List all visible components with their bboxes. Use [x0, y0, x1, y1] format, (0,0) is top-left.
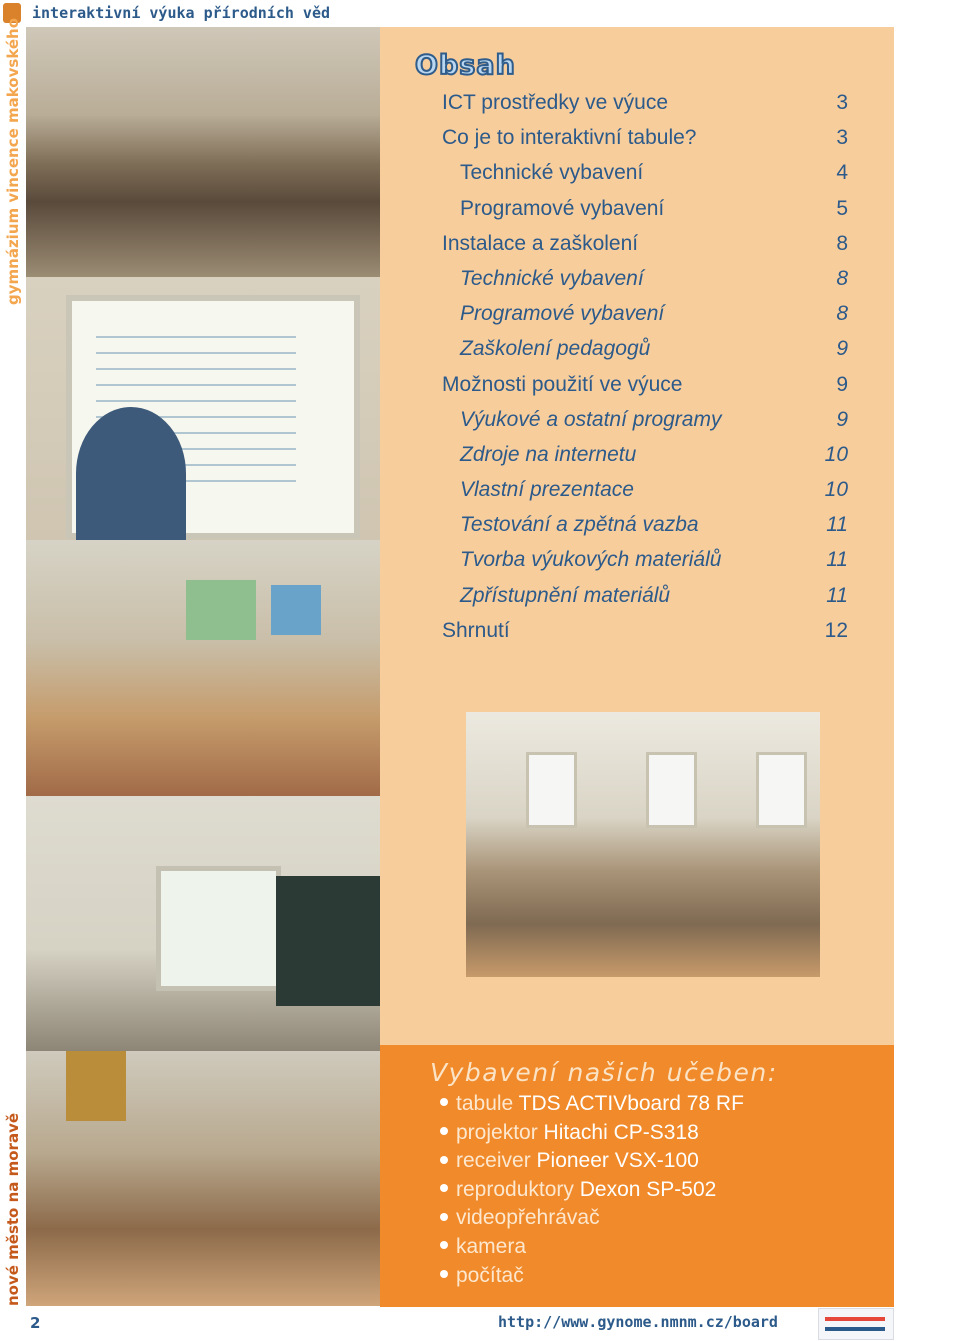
toc-item-page: 8: [836, 266, 848, 290]
toc-item[interactable]: [442, 613, 848, 648]
toc-item-title: Zaškolení pedagogů: [460, 337, 651, 361]
toc-item[interactable]: [442, 120, 848, 155]
student-figure: [76, 407, 186, 540]
toc-item[interactable]: [442, 472, 848, 507]
toc-item-title: Zdroje na internetu: [460, 442, 637, 466]
wall-map-2: [271, 585, 321, 635]
classroom-photo-1: [26, 27, 380, 277]
toc-item-page: 9: [836, 337, 848, 361]
toc-item[interactable]: [442, 191, 848, 226]
chalkboard: [276, 876, 380, 1006]
website-link[interactable]: http://www.gynome.nmnm.cz/board: [498, 1313, 778, 1331]
bullet-icon: [440, 1213, 448, 1221]
toc-item-title: Vlastní prezentace: [460, 478, 634, 502]
town-name: nové město na moravě: [4, 1112, 22, 1306]
toc-heading: Obsah: [415, 50, 516, 81]
toc-item[interactable]: [442, 507, 848, 542]
logo-bar: [825, 1317, 885, 1321]
toc-item-page: 9: [836, 407, 848, 431]
classroom-photo-whiteboard: [26, 277, 380, 540]
toc-item[interactable]: [442, 402, 848, 437]
toc-item-page: 5: [836, 196, 848, 220]
toc-item-title: Instalace a zaškolení: [442, 231, 639, 255]
equipment-type: receiver: [456, 1149, 537, 1173]
toc-item[interactable]: [442, 367, 848, 402]
classroom-photo-6: [466, 712, 820, 977]
equipment-type: kamera: [456, 1234, 527, 1258]
bullet-icon: [440, 1156, 448, 1164]
toc-item-title: Programové vybavení: [460, 302, 665, 326]
toc-item-page: 9: [836, 372, 848, 396]
school-name: gymnázium vincence makovského: [4, 17, 22, 305]
toc-item-page: 8: [836, 302, 848, 326]
equipment-brand: TDS ACTIVboard 78 RF: [518, 1092, 744, 1115]
toc-item-page: 12: [824, 618, 848, 642]
bullet-icon: [440, 1127, 448, 1135]
toc-item[interactable]: [442, 155, 848, 190]
bullet-icon: [440, 1098, 448, 1106]
equipment-type: reproduktory: [456, 1177, 580, 1201]
toc-item-page: 8: [836, 231, 848, 255]
classroom-photo-5: [26, 1051, 380, 1306]
toc-item[interactable]: [442, 296, 848, 331]
list-item: [440, 1119, 744, 1148]
list-item: [440, 1204, 744, 1233]
equipment-brand: Dexon SP-502: [579, 1177, 717, 1201]
equipment-title: Vybavení našich učeben:: [430, 1058, 778, 1087]
toc-item-page: 3: [836, 126, 848, 150]
toc-item[interactable]: [442, 331, 848, 366]
toc-item-title: Možnosti použití ve výuce: [442, 372, 683, 396]
bullet-icon: [440, 1184, 448, 1192]
equipment-type: videopřehrávač: [456, 1206, 600, 1230]
page-number: 2: [30, 1314, 41, 1332]
toc-item[interactable]: [442, 437, 848, 472]
list-item: [440, 1262, 744, 1291]
toc-item-title: ICT prostředky ve výuce: [442, 91, 669, 114]
side-strip: [0, 0, 26, 1341]
table-of-contents: [442, 85, 848, 648]
window: [756, 752, 807, 828]
classroom-photo-3: [26, 540, 380, 796]
toc-item[interactable]: [442, 226, 848, 261]
equipment-type: tabule: [456, 1092, 519, 1115]
logo-bar: [825, 1327, 885, 1331]
wall-map: [66, 1051, 126, 1121]
toc-item-page: 11: [826, 513, 848, 537]
toc-item-title: Výukové a ostatní programy: [460, 407, 722, 431]
bullet-icon: [440, 1270, 448, 1278]
equipment-brand: Pioneer VSX-100: [536, 1149, 699, 1173]
toc-item-title: Testování a zpětná vazba: [460, 513, 699, 537]
toc-item-title: Programové vybavení: [460, 196, 665, 220]
list-item: [440, 1090, 744, 1119]
bullet-icon: [440, 1241, 448, 1249]
list-item: [440, 1176, 744, 1205]
toc-item-page: 10: [824, 478, 848, 502]
toc-item-page: 4: [836, 161, 848, 185]
equipment-brand: Hitachi CP-S318: [543, 1120, 699, 1144]
toc-item-title: Shrnutí: [442, 618, 510, 642]
classroom-photo-4: [26, 796, 380, 1051]
list-item: [440, 1233, 744, 1262]
toc-item[interactable]: [442, 261, 848, 296]
toc-item-page: 11: [826, 548, 848, 572]
wall-map: [186, 580, 256, 640]
toc-item-page: 11: [826, 583, 848, 607]
toc-item[interactable]: [442, 85, 848, 120]
toc-item[interactable]: [442, 578, 848, 613]
window: [526, 752, 577, 828]
toc-item-title: Tvorba výukových materiálů: [460, 548, 722, 572]
whiteboard: [156, 866, 281, 991]
list-item: [440, 1147, 744, 1176]
toc-item-title: Technické vybavení: [460, 266, 644, 290]
equipment-type: počítač: [456, 1263, 524, 1287]
window: [646, 752, 697, 828]
toc-item-title: Zpřístupnění materiálů: [460, 583, 671, 607]
toc-item-page: 10: [824, 442, 848, 466]
toc-item-title: Co je to interaktivní tabule?: [442, 126, 697, 150]
toc-item-page: 3: [836, 91, 848, 114]
toc-item-title: Technické vybavení: [460, 161, 644, 185]
equipment-type: projektor: [456, 1120, 544, 1144]
toc-item[interactable]: [442, 542, 848, 577]
equipment-list: [440, 1090, 744, 1290]
activboard-logo-icon: [818, 1308, 894, 1340]
header-title: interaktivní výuka přírodních věd: [32, 4, 331, 22]
